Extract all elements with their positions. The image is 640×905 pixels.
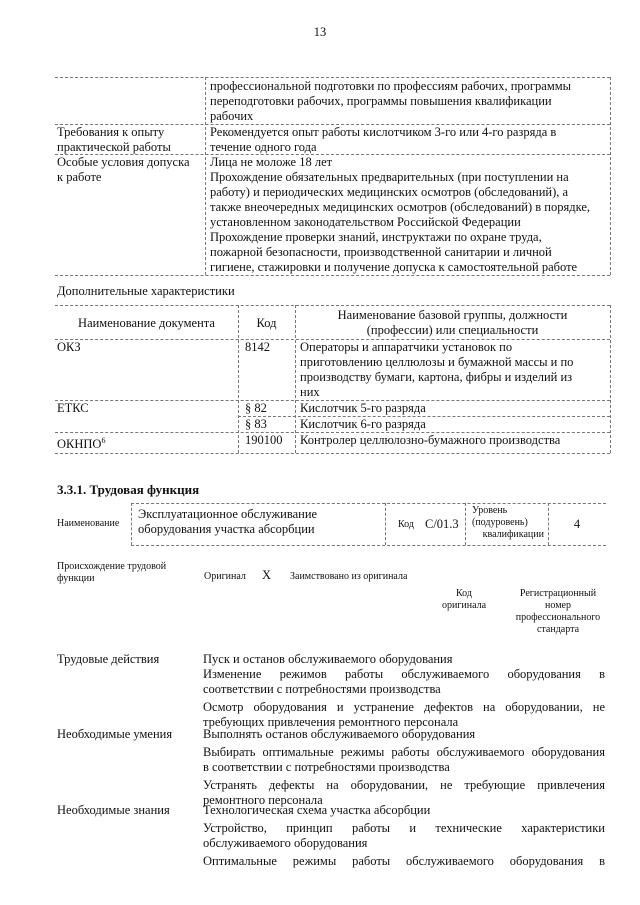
original-mark: X: [262, 568, 272, 582]
actions-label: Трудовые действия: [57, 652, 160, 666]
function-code: С/01.3: [425, 517, 459, 531]
knowledge-list: Технологическая схема участка абсорбции Устройство, принцип работы и технические характеристики обслуживаемого оборудования Оптимальные режимы работы обслуживаемого оборудования в: [203, 803, 605, 868]
additional-heading: Дополнительные характеристики: [57, 284, 235, 298]
table-border: [610, 305, 611, 453]
original-label: Оригинал: [204, 571, 246, 582]
skills-list: Выполнять останов обслуживаемого оборудования Выбирать оптимальные режимы работы обслуживаемого оборудования в соответствии с потребностями производства Устранять дефекты на оборудовании, не требующие привлечения ремонтного персонала: [203, 727, 605, 807]
borrowed-label: Заимствовано из оригинала: [290, 571, 408, 582]
col-header-name: Наименование базовой группы, должности (профессии) или специальности: [337, 308, 568, 337]
field-border: [131, 503, 132, 545]
skills-label: Необходимые умения: [57, 727, 173, 741]
field-border: [131, 545, 606, 546]
table-border: [55, 275, 610, 276]
field-border: [385, 503, 386, 545]
table-border: [55, 305, 610, 306]
experience-label: Требования к опыту практической работы: [57, 125, 171, 154]
table-border: [55, 77, 610, 78]
doc-etks: ЕТКС: [57, 401, 89, 415]
code-83: § 83: [245, 417, 267, 431]
level-label: Уровень (подуровень) квалификации: [472, 505, 544, 540]
col-header-document: Наименование документа: [78, 316, 215, 330]
table-border: [610, 77, 611, 275]
name-okz: Операторы и аппаратчики установок по приготовлению целлюлозы и бумажной массы и по производству бумаги, картона, фибры и изделий из них: [300, 340, 574, 399]
code-oknpo: 190100: [245, 433, 283, 447]
field-border: [131, 503, 606, 504]
page-number: 13: [313, 25, 327, 39]
col-header-code: Код: [256, 316, 277, 330]
table-border: [55, 453, 610, 454]
doc-okz: ОКЗ: [57, 340, 81, 354]
name-82: Кислотчик 5-го разряда: [300, 401, 426, 415]
actions-list: Пуск и останов обслуживаемого оборудования Изменение режимов работы обслуживаемого оборудования в соответствии с потребностями производства Осмотр оборудования и устранение дефектов на оборудовании, не требующих привлечения ремонтного персонала: [203, 652, 605, 729]
experience-value: Рекомендуется опыт работы кислотчиком 3-го или 4-го разряда в течение одного года: [210, 125, 557, 154]
special-conditions-value: Лица не моложе 18 лет Прохождение обязательных предварительных (при поступлении на работу) и периодических медицинских осмотров (обследований), а также внеочередных медицинских осмотров (обследований) в порядке, установленном законодательством Российской Федерации Прохождение проверки знаний, инструктажи по охране труда, пожарной безопасности, производственной санитарии и личной гигиене, стажировки и получение допуска к самостоятельной работе: [210, 155, 591, 274]
field-border: [465, 503, 466, 545]
qualification-cell-cont: профессиональной подготовки по профессиям рабочих, программы переподготовки рабочих, программы повышения квалификации рабочих: [210, 79, 572, 123]
name-83: Кислотчик 6-го разряда: [300, 417, 426, 431]
section-heading: 3.3.1. Трудовая функция: [57, 482, 200, 497]
code-82: § 82: [245, 401, 267, 415]
level-value: 4: [573, 517, 581, 531]
doc-oknpo: ОКНПО$^6$: [57, 436, 106, 452]
origin-label: Происхождение трудовой функции: [57, 561, 167, 584]
code-label: Код: [398, 519, 414, 530]
name-oknpo: Контролер целлюлозно-бумажного производства: [300, 433, 561, 447]
registration-number-label: Регистрационный номер профессионального стандарта: [515, 588, 601, 635]
table-border: [205, 77, 206, 275]
name-label: Наименование: [57, 518, 120, 529]
function-name: Эксплуатационное обслуживание оборудования участка абсорбции: [138, 507, 318, 536]
code-okz: 8142: [245, 340, 270, 354]
knowledge-label: Необходимые знания: [57, 803, 170, 817]
special-conditions-label: Особые условия допуска к работе: [57, 155, 190, 184]
code-original-label: Код оригинала: [441, 588, 487, 611]
